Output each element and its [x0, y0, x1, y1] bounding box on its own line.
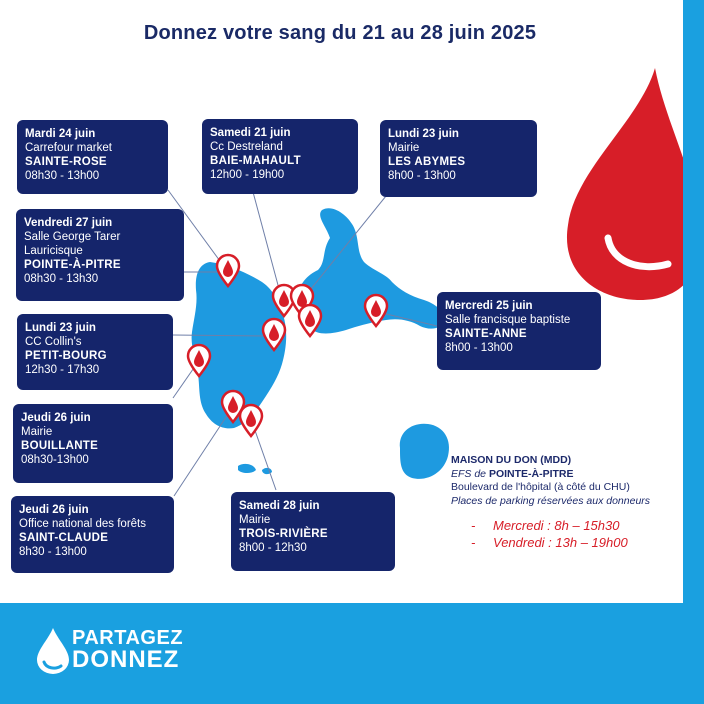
schedule-text: Vendredi : 13h – 19h00	[493, 535, 628, 550]
logo-line2: DONNEZ	[72, 646, 180, 673]
page-title: Donnez votre sang du 21 au 28 juin 2025	[143, 22, 537, 44]
card-hours: 12h30 - 17h30	[25, 364, 100, 376]
card-city: SAINT-CLAUDE	[19, 532, 109, 544]
card-date: Jeudi 26 juin	[21, 412, 91, 424]
card-city: POINTE-À-PITRE	[24, 259, 121, 271]
card-venue: Mairie	[239, 514, 271, 526]
maison-du-don-info	[451, 454, 683, 551]
brand-logo	[72, 627, 183, 671]
blood-drop-icon	[567, 68, 701, 300]
schedule-item	[451, 534, 683, 551]
card-sainte-rose	[17, 120, 168, 194]
schedule-dash: -	[471, 518, 476, 533]
card-hours: 08h30 - 13h00	[25, 170, 100, 182]
card-city: SAINTE-ANNE	[445, 328, 527, 340]
card-hours: 08h30-13h00	[21, 454, 89, 466]
mdd-efs-city: POINTE-À-PITRE	[488, 467, 574, 480]
card-pointe-a-pitre	[16, 209, 184, 301]
card-venue: CC Collin's	[25, 336, 82, 348]
card-hours: 8h00 - 13h00	[388, 170, 456, 182]
card-saint-claude	[11, 496, 174, 573]
card-hours: 8h00 - 12h30	[239, 542, 307, 554]
card-trois-riviere	[231, 492, 395, 571]
card-date: Mardi 24 juin	[25, 128, 96, 140]
logo-line1: PARTAGEZ	[72, 627, 184, 649]
logo-drop-icon	[33, 626, 73, 676]
card-date: Samedi 28 juin	[239, 500, 320, 512]
mdd-efs-prefix: EFS de	[451, 467, 489, 480]
card-venue: Office national des forêts	[19, 518, 146, 530]
card-date: Lundi 23 juin	[25, 322, 96, 334]
card-date: Lundi 23 juin	[388, 128, 459, 140]
schedule-text: Mercredi : 8h – 15h30	[493, 518, 620, 533]
card-venue: Cc Destreland	[210, 141, 283, 153]
card-date: Samedi 21 juin	[210, 127, 291, 139]
card-baie-mahault	[202, 119, 358, 194]
card-city: SAINTE-ROSE	[25, 156, 107, 168]
right-accent-bar	[683, 0, 704, 704]
card-city: PETIT-BOURG	[25, 350, 107, 362]
card-city: BOUILLANTE	[21, 440, 99, 452]
schedule-item	[451, 517, 683, 534]
mdd-heading: MAISON DU DON (MDD)	[451, 454, 572, 466]
card-hours: 8h30 - 13h00	[19, 546, 87, 558]
schedule-dash: -	[471, 535, 476, 550]
mdd-parking: Places de parking réservées aux donneurs	[451, 494, 651, 507]
card-date: Vendredi 27 juin	[24, 217, 113, 229]
mdd-address: Boulevard de l'hôpital (à côté du CHU)	[451, 481, 630, 493]
card-venue: Mairie	[388, 142, 420, 154]
card-hours: 8h00 - 13h00	[445, 342, 513, 354]
card-city: BAIE-MAHAULT	[210, 155, 301, 167]
card-date: Mercredi 25 juin	[445, 300, 533, 312]
card-petit-bourg	[17, 314, 173, 390]
card-hours: 12h00 - 19h00	[210, 169, 285, 181]
map-pin-icon	[240, 405, 262, 436]
card-date: Jeudi 26 juin	[19, 504, 89, 516]
card-venue: Salle George Tarer Lauricisque	[24, 231, 121, 257]
card-sainte-anne	[437, 292, 601, 370]
card-city: TROIS-RIVIÈRE	[239, 528, 328, 540]
marie-galante-island	[400, 424, 449, 479]
mdd-schedule	[451, 517, 683, 551]
card-hours: 08h30 - 13h30	[24, 273, 99, 285]
card-bouillante	[13, 404, 173, 483]
mdd-efs-line	[451, 468, 683, 482]
card-les-abymes	[380, 120, 537, 197]
card-venue: Mairie	[21, 426, 53, 438]
card-city: LES ABYMES	[388, 156, 466, 168]
card-venue: Salle francisque baptiste	[445, 314, 571, 326]
card-venue: Carrefour market	[25, 142, 112, 154]
